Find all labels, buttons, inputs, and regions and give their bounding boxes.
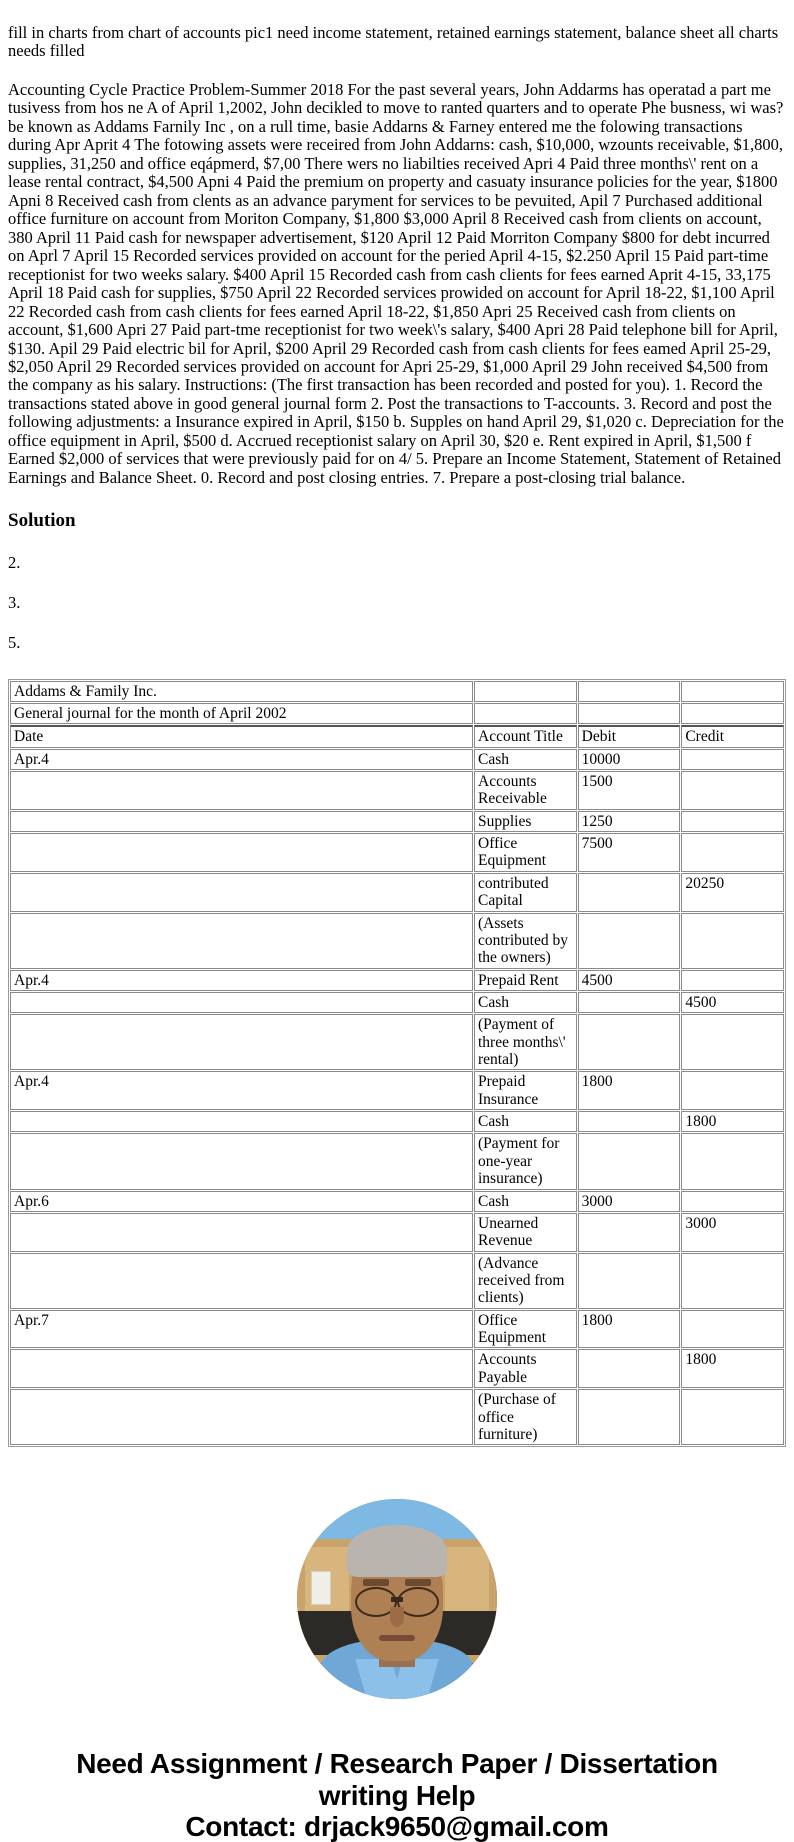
cell-account[interactable]: (Payment for one-year insurance)	[474, 1133, 577, 1189]
cell-debit[interactable]: 7500	[578, 833, 681, 872]
cell-date[interactable]	[10, 811, 473, 832]
cell-debit[interactable]	[578, 992, 681, 1013]
cell-date[interactable]	[10, 1253, 473, 1309]
table-row	[10, 873, 784, 912]
cell-credit[interactable]	[681, 1191, 784, 1212]
cell-date[interactable]	[10, 1111, 473, 1132]
journal-company-name: Addams & Family Inc.	[10, 681, 473, 702]
cell-credit[interactable]	[681, 1071, 784, 1110]
photo-background-switch	[311, 1571, 331, 1605]
solution-heading: Solution	[8, 510, 76, 532]
cell-credit[interactable]: 1800	[681, 1349, 784, 1388]
cell-credit[interactable]	[681, 833, 784, 872]
cell-account[interactable]: Accounts Payable	[474, 1349, 577, 1388]
table-row	[10, 1310, 784, 1349]
general-journal-body	[10, 681, 784, 1446]
general-journal-section	[0, 653, 794, 1448]
cell-account[interactable]: (Assets contributed by the owners)	[474, 913, 577, 969]
table-row	[10, 970, 784, 991]
cell-credit[interactable]	[681, 970, 784, 991]
cell-credit[interactable]	[681, 1389, 784, 1445]
footer-line-1: Need Assignment / Research Paper / Dissertation	[76, 1748, 718, 1780]
cell-date[interactable]: Apr.4	[10, 1071, 473, 1110]
cell-date[interactable]	[10, 1014, 473, 1070]
spacer-cell-credit	[681, 681, 784, 702]
table-row	[10, 1133, 784, 1189]
cell-account[interactable]: Office Equipment	[474, 833, 577, 872]
cell-date[interactable]	[10, 1349, 473, 1388]
cell-account[interactable]: Supplies	[474, 811, 577, 832]
cell-date[interactable]: Apr.4	[10, 749, 473, 770]
column-header-date: Date	[10, 725, 473, 747]
cell-credit[interactable]: 4500	[681, 992, 784, 1013]
cell-credit[interactable]	[681, 1253, 784, 1309]
spacer-cell-account	[474, 681, 577, 702]
cell-debit[interactable]	[578, 1111, 681, 1132]
cell-debit[interactable]: 10000	[578, 749, 681, 770]
photo-person-eyebrow-left	[363, 1579, 389, 1585]
cell-credit[interactable]: 20250	[681, 873, 784, 912]
cell-debit[interactable]	[578, 1133, 681, 1189]
footer-line-2: writing Help	[318, 1779, 476, 1811]
cell-debit[interactable]	[578, 873, 681, 912]
photo-person-mouth	[379, 1635, 415, 1641]
cell-debit[interactable]: 1250	[578, 811, 681, 832]
cell-debit[interactable]: 1800	[578, 1071, 681, 1110]
cell-account[interactable]: Unearned Revenue	[474, 1213, 577, 1252]
column-header-account-title: Account Title	[474, 725, 577, 747]
cell-credit[interactable]	[681, 771, 784, 810]
table-row	[10, 811, 784, 832]
cell-debit[interactable]	[578, 1253, 681, 1309]
cell-account[interactable]: (Advance received from clients)	[474, 1253, 577, 1309]
cell-account[interactable]: Cash	[474, 1111, 577, 1132]
table-row	[10, 1253, 784, 1309]
cell-date[interactable]: Apr.7	[10, 1310, 473, 1349]
solution-step-5: 5.	[8, 633, 21, 653]
spacer-cell-debit-2	[578, 703, 681, 724]
table-row	[10, 1389, 784, 1445]
cell-credit[interactable]	[681, 811, 784, 832]
column-header-debit: Debit	[578, 725, 681, 747]
cell-credit[interactable]	[681, 749, 784, 770]
table-row	[10, 833, 784, 872]
cell-account[interactable]: Prepaid Insurance	[474, 1071, 577, 1110]
cell-account[interactable]: Prepaid Rent	[474, 970, 577, 991]
cell-date[interactable]	[10, 1133, 473, 1189]
cell-debit[interactable]	[578, 1014, 681, 1070]
solution-step-2: 2.	[8, 553, 21, 573]
solution-step-3: 3.	[8, 593, 21, 613]
cell-credit[interactable]	[681, 1014, 784, 1070]
table-row	[10, 771, 784, 810]
cell-debit[interactable]: 3000	[578, 1191, 681, 1212]
table-row	[10, 913, 784, 969]
cell-account[interactable]: Accounts Receivable	[474, 771, 577, 810]
cell-account[interactable]: (Purchase of office furniture)	[474, 1389, 577, 1445]
cell-date[interactable]	[10, 1213, 473, 1252]
cell-date[interactable]: Apr.6	[10, 1191, 473, 1212]
cell-account[interactable]: (Payment of three months\' rental)	[474, 1014, 577, 1070]
cell-date[interactable]	[10, 992, 473, 1013]
column-header-credit: Credit	[681, 725, 784, 747]
journal-subtitle: General journal for the month of April 2002	[10, 703, 473, 724]
avatar	[297, 1499, 497, 1699]
cell-debit[interactable]	[578, 1349, 681, 1388]
cell-debit[interactable]: 1800	[578, 1310, 681, 1349]
cell-date[interactable]	[10, 1389, 473, 1445]
general-journal-table	[8, 679, 786, 1448]
spacer-cell-credit-2	[681, 703, 784, 724]
spacer-cell-debit	[578, 681, 681, 702]
cell-debit[interactable]	[578, 1213, 681, 1252]
photo-person-eyeglass-bridge	[391, 1597, 403, 1601]
spacer-cell-account-2	[474, 703, 577, 724]
cell-date[interactable]: Apr.4	[10, 970, 473, 991]
footer-contact-email: Contact: drjack9650@gmail.com	[185, 1810, 609, 1842]
cell-account[interactable]: Cash	[474, 749, 577, 770]
footer-call-to-action	[0, 1704, 794, 1842]
cell-date[interactable]	[10, 913, 473, 969]
photo-person-eyebrow-right	[405, 1579, 431, 1585]
cell-credit[interactable]	[681, 1133, 784, 1189]
table-row	[10, 1191, 784, 1212]
table-row	[10, 1213, 784, 1252]
table-row	[10, 992, 784, 1013]
profile-photo-block	[0, 1447, 794, 1704]
question-body-text: Accounting Cycle Practice Problem-Summer 2018 For the past several years, John Addarms has operatad a part me tusivess from hos ne A of April 1,2002, John decikled to move to ranted quarters and to operate Phe busness, wi was?be known as Addams Farnily Inc , on a rull time, basie Addarns & Farney entered me the folowing transactions during Apr Aprit 4 The fotowing assets were receired from John Addarns: cash, $10,000, wzounts receivable, $1,800, supplies, 31,250 and office eqápmerd, $7,00 There wers no liabilties received Apri 4 Paid three months\' rent on a lease rental contract, $4,500 Apni 4 Paid the premium on property and casuaty insurance policies for the year, $1800 Apni 8 Received cash from clents as an advance paryment for services to be pevuited, Apil 7 Purchased additional office furniture on account from Moriton Company, $1,800 $3,000 April 8 Received cash from clients on account, 380 April 11 Paid cash for newspaper advertisement, $120 April 12 Paid Morriton Company $800 for debt incurred on Aprl 7 April 15 Recorded services provided on account for the peried April 4-15, $2.250 April 15 Paid part-time receptionist for two weeks salary. $400 April 15 Recorded cash from cash clients for fees earned Aprit 4-15, 33,175 April 18 Paid cash for supplies, $750 April 22 Recorded services prowided on account for April 18-22, $1,100 April 22 Recorded cash from cash clients for fees earned April 18-22, $1,850 Apri 25 Received cash from clients on account, $1,600 Apri 27 Paid part-tme receptionist for two week\'s salary, $400 Apri 28 Paid telephone bill for April, $130. Apil 29 Paid electric bil for April, $200 April 29 Recorded cash from cash clients for fees eamed April 25-29, $2,050 April 29 Recorded services provided on account for Apri 25-29, $1,000 April 29 John received $4,500 from the company as his salary. Instructions: (The first transaction has been recorded and posted for you). 1. Record the transactions stated above in good general journal form 2. Post the transactions to T-accounts. 3. Record and post the following adjustments: a Insurance expired in April, $150 b. Supples on hand April 29, $1,020 c. Depreciation for the office equipment in April, $500 d. Accrued receptionist salary on April 30, $20 e. Rent expired in April, $1,500 f Earned $2,000 of services that were previously paid for on 4/ 5. Prepare an Income Statement, Statement of Retained Earnings and Balance Sheet. 0. Record and post closing entries. 7. Prepare a post-closing trial balance.	[8, 79, 784, 487]
cell-account[interactable]: Office Equipment	[474, 1310, 577, 1349]
table-row	[10, 1014, 784, 1070]
cell-debit[interactable]	[578, 913, 681, 969]
table-row	[10, 1071, 784, 1110]
cell-debit[interactable]	[578, 1389, 681, 1445]
cell-account[interactable]: contributed Capital	[474, 873, 577, 912]
cell-date[interactable]	[10, 833, 473, 872]
cell-credit[interactable]: 3000	[681, 1213, 784, 1252]
table-row	[10, 1349, 784, 1388]
cell-account[interactable]: Cash	[474, 992, 577, 1013]
journal-header-row	[10, 725, 784, 747]
journal-company-row	[10, 681, 784, 702]
photo-person-hair	[347, 1525, 447, 1577]
cell-date[interactable]	[10, 771, 473, 810]
cell-date[interactable]	[10, 873, 473, 912]
cell-credit[interactable]	[681, 913, 784, 969]
cell-account[interactable]: Cash	[474, 1191, 577, 1212]
cell-credit[interactable]: 1800	[681, 1111, 784, 1132]
journal-subtitle-row	[10, 703, 784, 724]
table-row	[10, 749, 784, 770]
cell-debit[interactable]: 4500	[578, 970, 681, 991]
cell-debit[interactable]: 1500	[578, 771, 681, 810]
table-row	[10, 1111, 784, 1132]
question-intro-text: fill in charts from chart of accounts pic1 need income statement, retained earnings statement, balance sheet all charts needs filled	[8, 23, 779, 61]
cell-credit[interactable]	[681, 1310, 784, 1349]
